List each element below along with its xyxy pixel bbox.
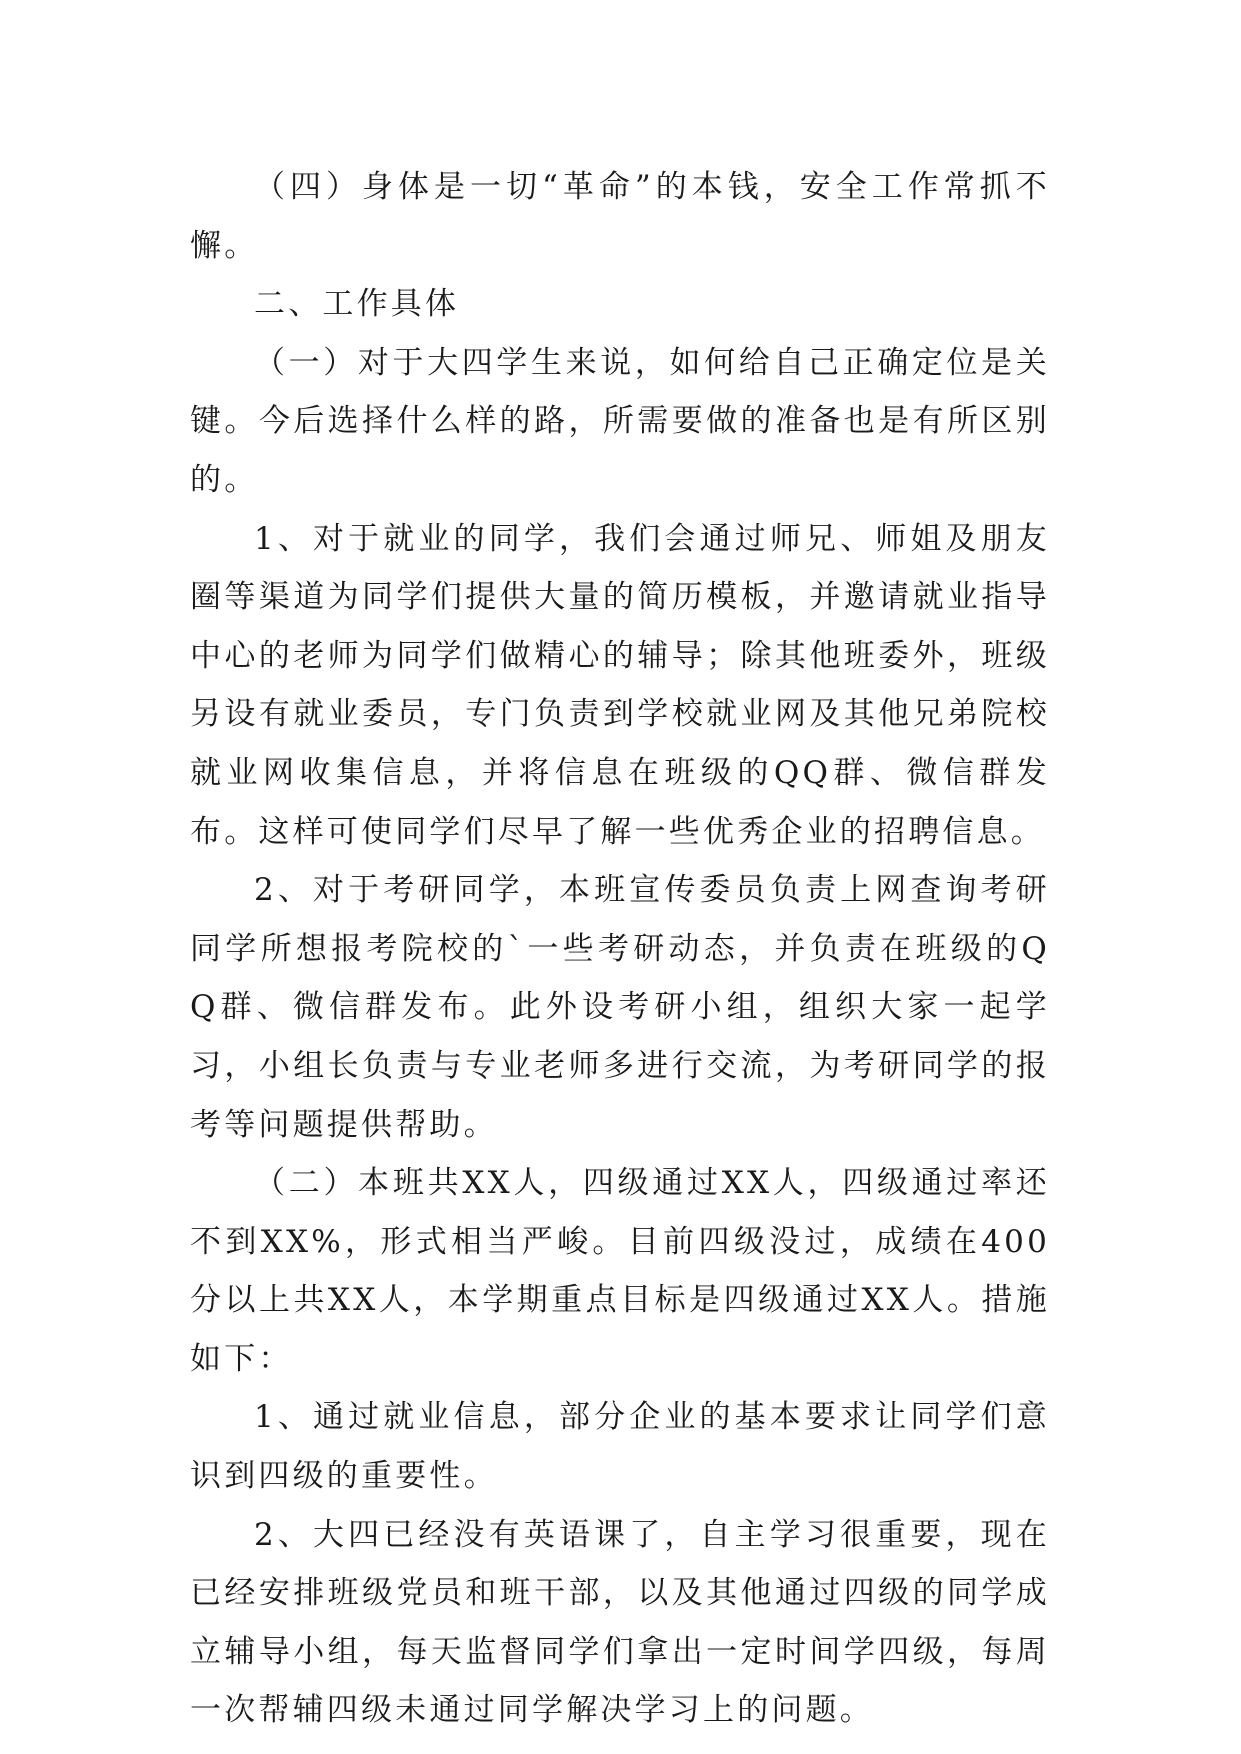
paragraph-cet4-measure-2: 2、大四已经没有英语课了，自主学习很重要，现在已经安排班级党员和班干部，以及其他通过四级的同学成立辅导小组，每天监督同学们拿出一定时间学四级，每周一次帮辅四级未通过同学解决学习上的问题。: [190, 1516, 1050, 1729]
paragraph-cet4-overview: （二）本班共XX人，四级通过XX人，四级通过率还不到XX%，形式相当严峻。目前四级没过，成绩在400分以上共XX人，本学期重点目标是四级通过XX人。措施如下：: [190, 1165, 1050, 1377]
section-heading-work-details: 二、工作具体: [254, 286, 460, 323]
document-body: [190, 158, 1050, 1740]
paragraph-cet4-measure-1: 1、通过就业信息，部分企业的基本要求让同学们意识到四级的重要性。: [190, 1399, 1050, 1495]
paragraph-employment: 1、对于就业的同学，我们会通过师兄、师姐及朋友圈等渠道为同学们提供大量的简历模板，并邀请就业指导中心的老师为同学们做精心的辅导；除其他班委外，班级另设有就业委员，专门负责到学校就业网及其他兄弟院校就业网收集信息，并将信息在班级的QQ群、微信群发布。这样可使同学们尽早了解一些优秀企业的招聘信息。: [190, 520, 1050, 850]
paragraph-positioning: （一）对于大四学生来说，如何给自己正确定位是关键。今后选择什么样的路，所需要做的准备也是有所区别的。: [190, 344, 1050, 498]
paragraph-safety: （四）身体是一切“革命”的本钱，安全工作常抓不懈。: [190, 169, 1050, 264]
paragraph-postgraduate-exam: 2、对于考研同学，本班宣传委员负责上网查询考研同学所想报考院校的`一些考研动态，并负责在班级的QQ群、微信群发布。此外设考研小组，组织大家一起学习，小组长负责与专业老师多进行交流，为考研同学的报考等问题提供帮助。: [190, 872, 1050, 1143]
